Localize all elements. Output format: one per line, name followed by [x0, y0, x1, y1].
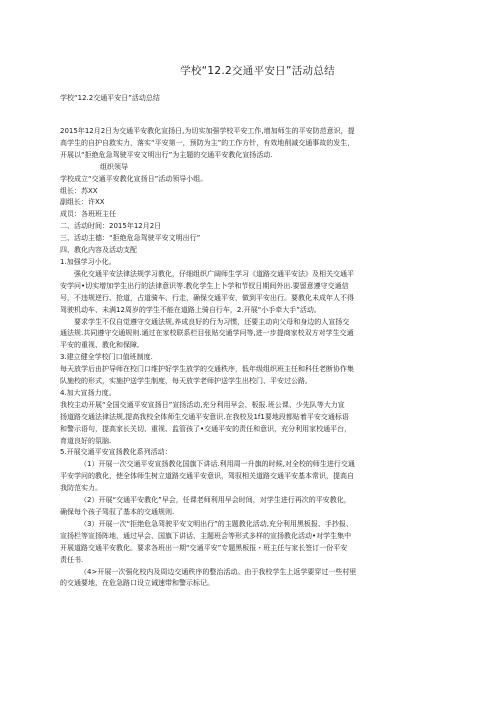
body-line: 宣扬栏等宣扬阵地，通过早会、国旗下讲话、主题班会等形式多样的宣扬教化活动•对学生集中 — [60, 531, 352, 540]
body-line: 平安学问的教化，使全体师生树立道路交通平安意识，驾驭相关道路交通平安基本常识，提高自 — [60, 472, 354, 481]
body-line: 高学生的自护自救实力，落实“平安第一，预防为主”的工作方针，有效地削减交通事故的发生， — [60, 138, 355, 147]
body-line: 要求学生不仅自觉遵守交通法规,养成良好的行为习惯，还要主动向父母和身边的人宣扬交 — [74, 317, 350, 326]
document-title: 学校“12.2交通平安日”活动总结 — [180, 65, 335, 77]
body-line: 开展以“拒绝危急驾驶平安文明出行”为主题的交通平安教化宣扬活动. — [60, 150, 273, 159]
section-heading: 三、活动主德：“拒绝危急驾驶平安文明出行” — [60, 234, 201, 243]
body-line: （2）开展“交通平安教化”早会，任课老师利用早会时间，对学生进行再次的平安教化， — [80, 496, 351, 505]
body-line: 开展道路交通平安教化。要求各班出一期“交通平安”专题黑板报・班主任与家长签订一份平安 — [60, 543, 348, 552]
body-line: 确保每个孩子驾驭了基本的交通规则. — [60, 508, 175, 516]
body-line: 育道良好的氛脑. — [60, 436, 112, 445]
body-line: 号，不违规逆行、抢道，占道骑车、行走，确保交通平安，做到平安出行。要教化未成年人不得 — [60, 293, 354, 302]
section-heading: 四、教化内容及活动支配 — [60, 246, 137, 255]
body-line: 驾驶机动车、未满12周岁的学生不能在道路上骑自行车，2.开展“小手牵大手”活动。 — [60, 305, 321, 314]
body-line: 平安的重视、教化和保障, — [60, 341, 140, 350]
section-heading: 组织领导 — [100, 162, 128, 171]
body-line: 2015年12月2日为交通平安教化宣扬日,为切实加强学校平安工作,增加师生的平安防范意识，提 — [60, 127, 355, 135]
section-heading: 二、活动时间：2015年12月2日 — [60, 222, 162, 231]
body-line: 成员：各班班主任 — [60, 210, 116, 219]
body-line: 我校主动开展“全国交通平安宣扬日”宣扬活动,充分利用早会、板报.班公课、少先队等大力宣 — [60, 400, 345, 409]
document-body — [60, 126, 455, 590]
document-subtitle: 学校“12.2交通平安日”活动总结 — [60, 94, 160, 102]
sub-heading: 3.建立健全学校门口值班制度. — [60, 353, 153, 362]
sub-heading: 4.加大宣扬力度。 — [60, 388, 116, 397]
body-line: 副组长：许XX — [60, 198, 105, 207]
body-line: 责任书. — [60, 555, 84, 564]
body-line: 队施校的形式，实施护送学生制度，每天放学老师护送学生出校门、平安过公路, — [60, 377, 308, 386]
body-line: 强化交通平安法律法规学习教化，仔细组织广阔师生学习《道路交通平安法》及相关交通平 — [74, 269, 354, 278]
body-line: 学校成立“交通平安教化宣扬日”活动领导小组。 — [60, 174, 208, 183]
body-line: （4>开展一次强化校内及周边交通秩序的整治活动。由于我校学生上返学要穿过一些村里 — [80, 567, 357, 576]
body-line: 和警示语句，提高家长关切、重视、监管孩了•交通平安的责任和意识，充分利用家校通平台， — [60, 424, 352, 433]
body-line: 扬道路交通法律法规,提高我校全体师生交通平安意识.在我校及1f1要地段都贴着平安交通标语 — [60, 412, 349, 421]
body-line: 我防范实力。 — [60, 484, 102, 493]
body-line: （3）开展一次“拒绝危急驾驶平安文明出行”的主题教化活动,充分利用黑板报、手抄报、 — [80, 519, 353, 528]
body-line: 组长：苏XX — [60, 186, 98, 195]
sub-heading: 5.开展交通平安宣扬教化系列活动： — [60, 448, 172, 457]
document-page — [60, 0, 455, 707]
body-line: 通法规.共同遵守交通规则.通过在家校联系栏目张贴交通学问等,进一步提商家校双方对学生交通 — [60, 329, 354, 338]
sub-heading: 1.加强学习小化。 — [60, 257, 116, 266]
body-line: 每天放学后由护导师在校门口维护好学生放学的交通秩序，低年级组织班主任和科任老断协作集 — [60, 365, 354, 374]
body-line: 的交通要地，在危急路口设立诫速带和警示标记。 — [60, 579, 214, 588]
body-line: （1）开展一次交通平安宣扬教化国旗下讲话.利用周一升旗的时候,对全校的师生进行交通 — [80, 460, 355, 469]
body-line: 安学问•切实增加学生出行的法律意识等.教化学生上卜学和节钗日期间外出.要留意遵守交通信 — [60, 281, 349, 290]
